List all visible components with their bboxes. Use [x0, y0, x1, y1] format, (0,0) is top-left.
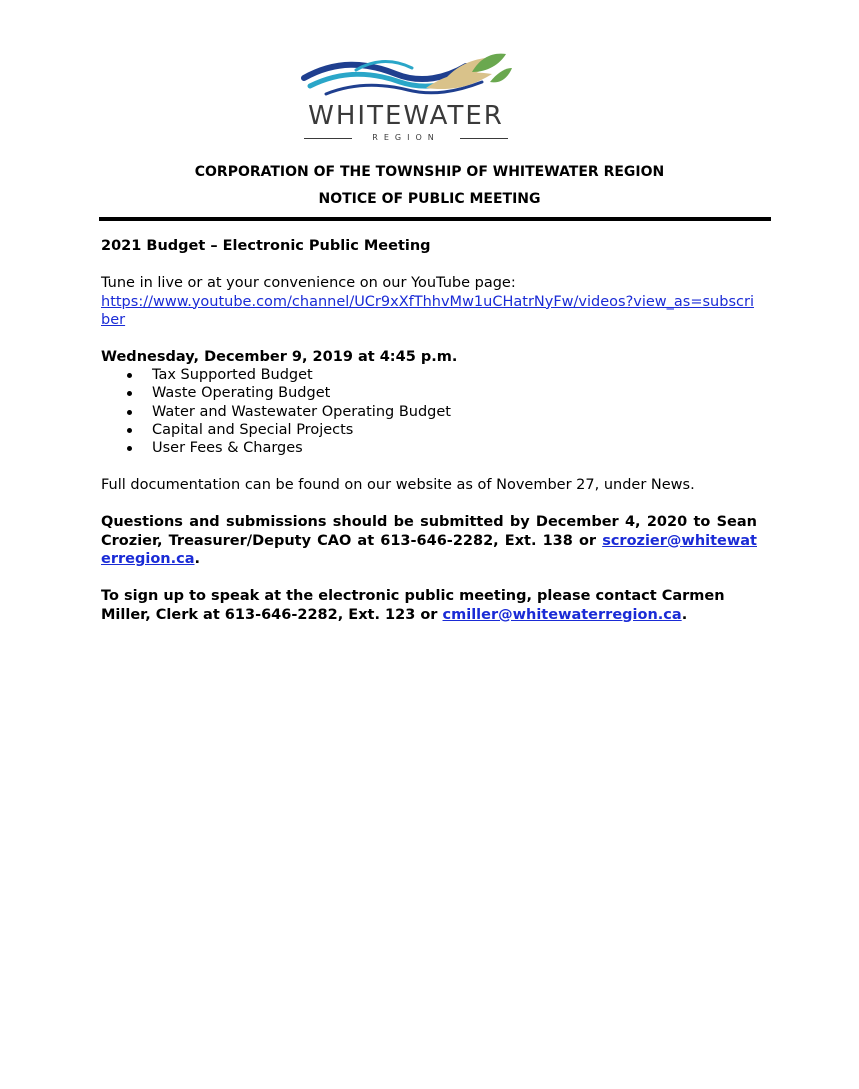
youtube-link[interactable]: https://www.youtube.com/channel/UCr9xXfThhvMw1uCHatrNyFw/videos?view_as=subscriber	[101, 293, 754, 328]
heading-rule	[99, 217, 771, 221]
signup-text: To sign up to speak at the electronic public meeting, please contact Carmen Miller, Clerk at 613-646-2282, Ext. 123 or	[101, 588, 725, 623]
questions-text: Questions and submissions should be submitted by December 4, 2020 to Sean Crozier, Treasurer/Deputy CAO at 613-646-2282, Ext. 138 or	[101, 514, 757, 549]
tune-in-text: Tune in live or at your convenience on our YouTube page:	[101, 275, 516, 291]
treasurer-email-link[interactable]: scrozier@whitewaterregion.ca	[101, 532, 757, 567]
clerk-email-link[interactable]: cmiller@whitewaterregion.ca	[442, 606, 682, 623]
logo-divider-right	[460, 138, 508, 139]
logo-subtitle: REGION	[372, 133, 440, 142]
agenda-item-label: Water and Wastewater Operating Budget	[152, 403, 451, 420]
agenda-item-label: Tax Supported Budget	[152, 367, 313, 383]
signup-paragraph	[101, 587, 757, 624]
bullet-icon	[127, 373, 132, 378]
bullet-icon	[127, 410, 132, 415]
list-item	[101, 384, 451, 402]
wave-logo-icon	[296, 48, 516, 108]
logo-wordmark: WHITEWATER	[308, 101, 504, 131]
agenda-item-label: Waste Operating Budget	[152, 385, 331, 402]
meeting-date: Wednesday, December 9, 2019 at 4:45 p.m.	[101, 349, 458, 365]
bullet-icon	[127, 446, 132, 451]
tune-in-paragraph	[101, 274, 757, 330]
agenda-item-label: Capital and Special Projects	[152, 421, 354, 438]
bullet-icon	[127, 428, 132, 433]
list-item	[101, 421, 451, 439]
agenda-item-label: User Fees & Charges	[152, 440, 303, 457]
questions-end: .	[194, 551, 201, 567]
documentation-paragraph: Full documentation can be found on our website as of November 27, under News.	[101, 477, 695, 493]
bullet-icon	[127, 391, 132, 396]
questions-paragraph	[101, 513, 757, 569]
meeting-title: 2021 Budget – Electronic Public Meeting	[101, 238, 431, 254]
whitewater-logo	[296, 48, 516, 158]
signup-end: .	[681, 606, 688, 623]
corporation-heading: CORPORATION OF THE TOWNSHIP OF WHITEWATER REGION	[194, 164, 665, 180]
list-item	[101, 366, 451, 384]
notice-heading: NOTICE OF PUBLIC MEETING	[318, 191, 541, 207]
agenda-list	[101, 366, 451, 457]
list-item	[101, 439, 451, 457]
list-item	[101, 403, 451, 421]
